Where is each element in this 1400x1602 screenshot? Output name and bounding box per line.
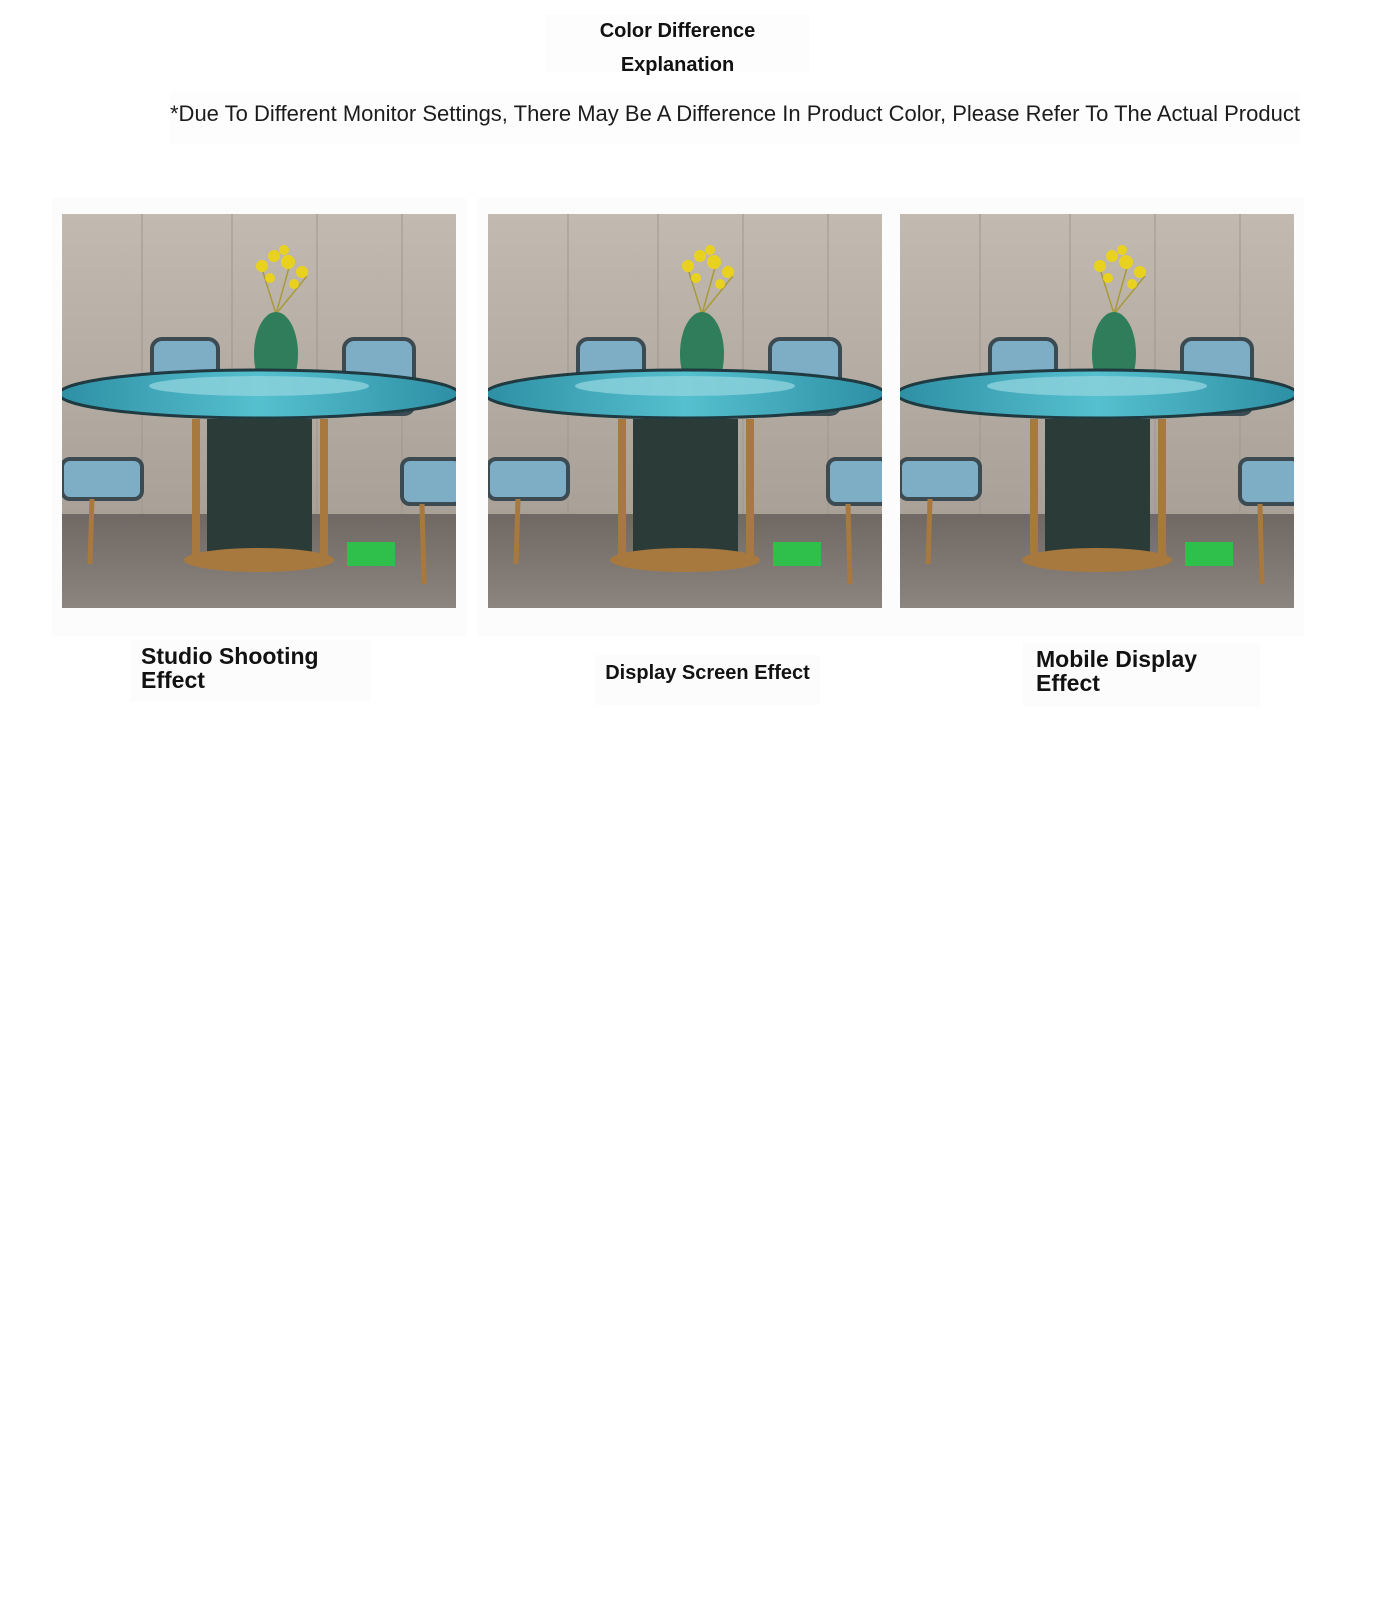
caption-text: Display Screen Effect — [605, 662, 810, 684]
caption-text: Mobile Display Effect — [1036, 646, 1198, 696]
color-difference-notice — [170, 92, 1300, 144]
dining-table-photo — [900, 214, 1294, 608]
dining-table-photo — [488, 214, 882, 608]
dining-table-photo — [62, 214, 456, 608]
caption-mobile-display-effect — [1023, 643, 1260, 707]
dining-table-scene-icon — [900, 214, 1294, 608]
caption-studio-shooting-effect — [130, 640, 370, 702]
caption-text: Studio Shooting Effect — [141, 643, 319, 693]
dining-table-scene-icon — [62, 214, 456, 608]
notice-text: *Due To Different Monitor Settings, There May Be A Difference In Product Color, Please Refer To The Actual Product — [170, 101, 1300, 126]
photo-panel-display — [478, 198, 892, 636]
caption-display-screen-effect — [595, 655, 820, 705]
photo-panel-studio — [52, 198, 466, 636]
photo-panel-mobile — [890, 198, 1304, 636]
dining-table-scene-icon — [488, 214, 882, 608]
page-title: Color Difference Explanation — [545, 14, 810, 72]
